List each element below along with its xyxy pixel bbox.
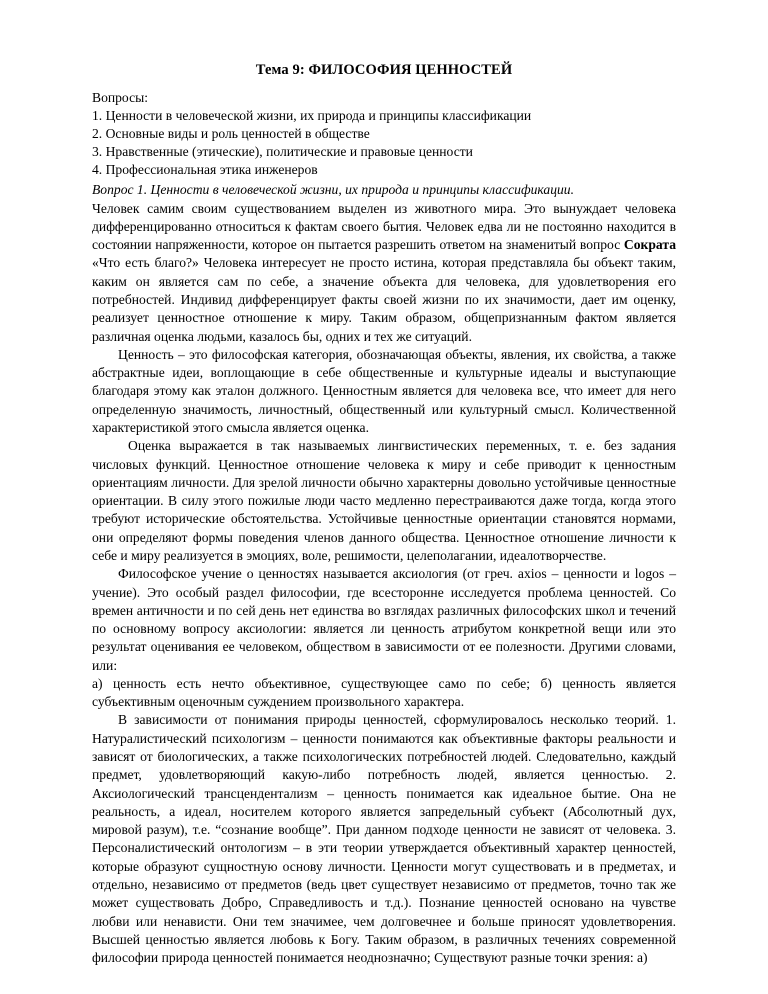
section-title: Ценности в человеческой жизни, их природа и принципы классификации. [150, 182, 574, 198]
section-heading [92, 181, 676, 199]
question-item-2: 2. Основные виды и роль ценностей в обществе [92, 126, 370, 142]
page-title: Тема 9: ФИЛОСОФИЯ ЦЕННОСТЕЙ [255, 62, 513, 78]
paragraph-4: Философское учение о ценностях называется аксиология (от греч. axios – ценности и logos – учение). Это особый раздел философии, где всесторонне исследуется проблема ценностей. Со времен античности и по сей день нет единства во взглядах различных философских школ и течений по основному вопросу аксиологии: является ли ценность атрибутом конкретной вещи или это результат оценивания ее человеком, обществом в зависимости от ее полезности. Другими словами, или: [92, 566, 676, 673]
paragraph-1-part-b: «Что есть благо?» Человека интересует не просто истина, которая представляла бы объект таким, каким он является сам по себе, а значение объекта для человека, для удовлетворения его потребностей. Индивид дифференцирует факты своей жизни по их значимости, дает им оценку, реализует ценностное отношение к миру. Таким образом, общепризнанным фактом является различная оценка людьми, казалось бы, одних и тех же ситуаций. [92, 255, 676, 344]
socrates-emphasis: Сократа [623, 237, 676, 253]
paragraph-1-part-a: Человек самим своим существованием выделен из животного мира. Это вынуждает человека дифференцированно относиться к фактам своего бытия. Человек едва ли не постоянно находится в состоянии напряженности, которое он пытается разрешить ответом на знаменитый вопрос [92, 200, 676, 253]
question-item-1: 1. Ценности в человеческой жизни, их природа и принципы классификации [92, 108, 532, 124]
paragraph-6: В зависимости от понимания природы ценностей, сформулировалось несколько теорий. 1. Натуралистический психологизм – ценности понимаются как объективные факторы реальности и зависят от биологических, а также психологических потребностей людей. Следовательно, каждый предмет, удовлетворяющий какую-либо потребность людей, является ценностью. 2. Аксиологический трансцендентализм – ценность понимается как идеальное бытие. Она не реальность, а идеал, носителем которого является запредельный субъект (Абсолютный дух, мировой разум), т.е. “сознание вообще”. При данном подходе ценности не зависят от человека. 3. Персоналистический онтологизм – в эти теории утверждается объективный характер ценностей, которые образуют сущностную основу личности. Ценности могут существовать и в предметах, и отдельно, независимо от предметов (ведь цвет существует независимо от предметов, точно так же может существовать Добро, Справедливость и т.д.). Познание ценностей основано на чувстве любви или ненависти. Они тем значимее, чем долговечнее и больше приносят удовлетворения. Высшей ценностью является любовь к Богу. Таким образом, в различных течениях современной философии природа ценностей понимается неоднозначно; Существуют разные точки зрения: а) [92, 712, 676, 966]
question-item-3: 3. Нравственные (этические), политические и правовые ценности [92, 144, 473, 160]
paragraph-3: Оценка выражается в так называемых лингвистических переменных, т. е. без задания числовых функций. Ценностное отношение человека к миру и себе приводит к ценностным ориентациям личности. Для зрелой личности обычно характерны довольно устойчивые ценностные ориентации. В силу этого пожилые люди часто медленно перестраиваются даже тогда, когда этого требуют исторические обстоятельства. Устойчивые ценностные ориентации становятся нормами, они определяют формы поведения членов данного общества. Ценностное отношение личности к себе и миру реализуется в эмоциях, воле, решимости, целеполагании, идеалотворчестве. [92, 438, 676, 563]
section-label: Вопрос 1. [92, 182, 148, 198]
paragraph-2: Ценность – это философская категория, обозначающая объекты, явления, их свойства, а также абстрактные идеи, воплощающие в себе общественные и культурные идеалы и выступающие благодаря этому как эталон должного. Ценностным является для человека все, что имеет для него определенную значимость, личностный, общественный или культурный смысл. Количественной характеристикой этого смысла является оценка. [92, 346, 676, 435]
question-item-4: 4. Профессиональная этика инженеров [92, 162, 318, 178]
paragraph-5: а) ценность есть нечто объективное, существующее само по себе; б) ценность является субъективным оценочным суждением произвольного характера. [92, 675, 676, 710]
paragraph-1 [92, 200, 676, 346]
questions-heading: Вопросы: [92, 90, 149, 105]
